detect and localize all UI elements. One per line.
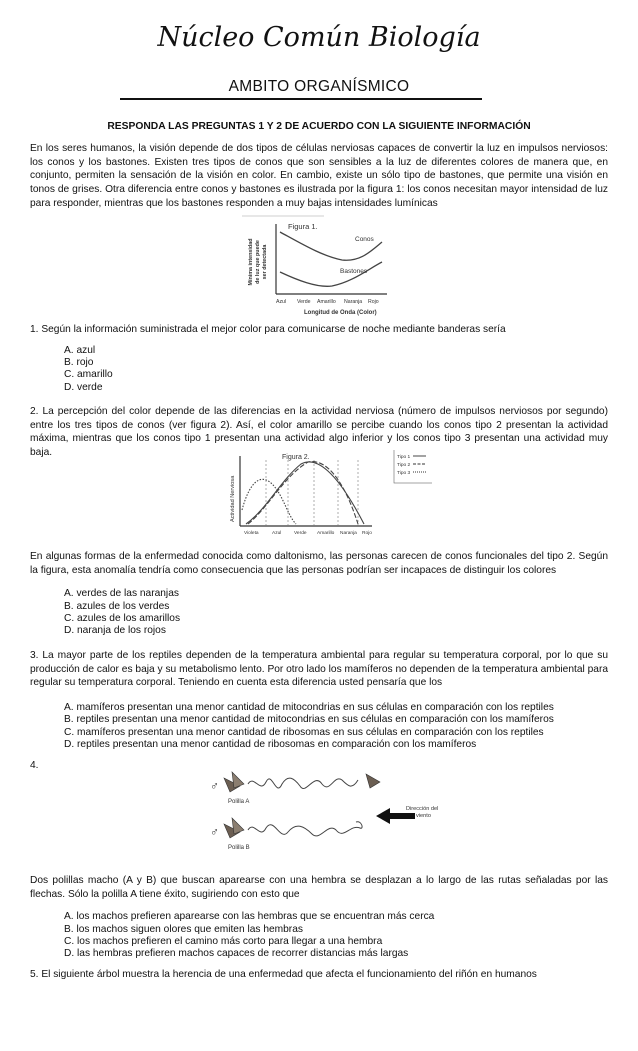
figure-2-legend-tipo-1: Tipo 1 bbox=[397, 455, 411, 460]
figure-1-series-conos: Conos bbox=[355, 236, 374, 243]
question-2-continuation-text: En algunas formas de la enfermedad conocida como daltonismo, las personas carecen de conos funcionales del tipo 2. Según la figura, esta anomalía tendría como consecuencia que las personas podrían ser incapaces de distinguir los colores bbox=[30, 551, 608, 576]
question-4-number: 4. bbox=[30, 760, 39, 771]
moth-a-label: Polilla A bbox=[228, 799, 250, 805]
figure-2-tick-verde: Verde bbox=[294, 531, 307, 536]
figure-1-ylabel-line-3: ser detectada bbox=[262, 244, 268, 280]
moth-b-male-symbol: ♂ bbox=[210, 825, 219, 839]
figure-2-title: Figura 2. bbox=[282, 454, 310, 461]
figure-1-xlabel: Longitud de Onda (Color) bbox=[304, 310, 377, 316]
question-4-option-a: A. los machos prefieren aparearse con las hembras que se encuentran más cerca bbox=[64, 911, 435, 923]
wind-label-line-2: viento bbox=[416, 813, 431, 819]
moth-a-icon bbox=[224, 772, 244, 792]
figure-2-chart bbox=[226, 450, 432, 536]
moth-b-icon bbox=[224, 818, 244, 838]
question-4-option-b: B. los machos siguen olores que emiten las hembras bbox=[64, 923, 303, 935]
figure-2-tick-naranja: Naranja bbox=[340, 531, 357, 536]
figure-2-legend-tipo-2: Tipo 2 bbox=[397, 463, 411, 468]
question-4-options bbox=[30, 911, 608, 960]
moth-b-label: Polilla B bbox=[228, 845, 250, 851]
figure-1-series-bastones: Bastones bbox=[340, 268, 368, 275]
figure-2-tick-violeta: Violeta bbox=[244, 531, 259, 536]
figure-1-tick-rojo: Rojo bbox=[368, 299, 379, 305]
figure-1-chart bbox=[242, 214, 392, 318]
intro-text: En los seres humanos, la visión depende de dos tipos de células nerviosas capaces de convertir la luz en impulsos nerviosos: los conos y los bastones. Existen tres tipos de conos que son sensibles a la luz de diferentes colores de manera que, en conjunto, permiten la sensación de la visión en color. En cambio, existe un sólo tipo de bastones, que permite una visión en tonos de grises. Otra diferencia entre conos y bastones es ilustrada por la figura 1: los conos necesitan mayor intensidad de luz para responder, mientras que los bastones responden a muy bajas intensidades lumínicas bbox=[30, 143, 608, 209]
wind-label-line-1: Dirección del bbox=[406, 806, 439, 812]
figure-2-legend bbox=[394, 450, 432, 483]
question-3 bbox=[30, 649, 608, 751]
question-1-option-a: A. azul bbox=[64, 344, 96, 356]
question-4-option-c: C. los machos prefieren el camino más corto para llegar a una hembra bbox=[64, 936, 383, 947]
question-4-stem: Dos polillas macho (A y B) que buscan aparearse con una hembra se desplazan a lo largo de las rutas señaladas por las flechas. Sólo la polilla A tiene éxito, sugiriendo con esto que bbox=[30, 875, 608, 900]
figure-1-title: Figura 1. bbox=[288, 222, 318, 231]
figure-1-tick-amarillo: Amarillo bbox=[317, 299, 336, 305]
question-3-option-c: C. mamíferos presentan una menor cantidad de ribosomas en sus células en comparación con los reptiles bbox=[64, 726, 544, 738]
question-2-continuation bbox=[30, 550, 608, 638]
question-3-option-a: A. mamíferos presentan una menor cantidad de mitocondrias en sus células en comparación con los reptiles bbox=[64, 702, 554, 714]
moth-b-path bbox=[248, 822, 362, 836]
question-2-option-c: C. azules de los amarillos bbox=[64, 613, 181, 624]
figure-1-ylabel-line-1: Mínima intensidad bbox=[248, 238, 254, 286]
question-5 bbox=[30, 968, 608, 982]
figure-1-ylabel-line-2: de luz que puede bbox=[255, 240, 261, 284]
figure-1-tick-verde: Verde bbox=[297, 299, 311, 305]
figure-2-tick-rojo: Rojo bbox=[362, 531, 372, 536]
figure-1-tick-naranja: Naranja bbox=[344, 299, 363, 305]
intro-paragraph bbox=[30, 142, 608, 211]
question-1-stem: 1. Según la información suministrada el mejor color para comunicarse de noche mediante banderas sería bbox=[30, 324, 506, 335]
figure-3-moths bbox=[210, 770, 460, 860]
question-2-option-d: D. naranja de los rojos bbox=[64, 625, 166, 637]
question-5-stem: 5. El siguiente árbol muestra la herencia de una enfermedad que afecta el funcionamiento del riñón en humanos bbox=[30, 969, 537, 980]
figure-2-tipo-1-line bbox=[246, 462, 364, 524]
moth-a-path bbox=[248, 778, 358, 788]
question-1-option-b: B. rojo bbox=[64, 357, 94, 368]
question-1 bbox=[30, 323, 608, 394]
question-2-options bbox=[30, 588, 608, 637]
page-title: Núcleo Común Biología bbox=[157, 22, 481, 53]
question-3-option-d: D. reptiles presentan una menor cantidad de ribosomas en comparación con los mamíferos bbox=[64, 739, 477, 750]
figure-2-tick-azul: Azul bbox=[272, 531, 282, 536]
figure-1-tick-azul: Azul bbox=[276, 299, 287, 305]
question-1-options bbox=[30, 345, 608, 394]
question-3-option-b: B. reptiles presentan una menor cantidad de mitocondrias en sus células en comparación con los mamíferos bbox=[64, 714, 554, 726]
question-1-option-d: D. verde bbox=[64, 381, 103, 393]
moth-a-male-symbol: ♂ bbox=[210, 779, 219, 793]
question-3-options bbox=[30, 702, 608, 751]
title-underline bbox=[120, 98, 482, 100]
question-2-stem: 2. La percepción del color depende de las diferencias en la actividad nerviosa (número de impulsos nerviosos por segundo) entre los tres tipos de conos (ver figura 2). Así, el color amarillo se percibe cuando los conos tipo 2 presentan la actividad máxima, mientras que los conos tipo 1 presentan una actividad algo inferior y los conos tipo 3 presentan una actividad muy baja. bbox=[30, 406, 608, 459]
question-2-option-b: B. azules de los verdes bbox=[64, 600, 170, 612]
female-moth-a-icon bbox=[366, 774, 380, 788]
question-3-stem: 3. La mayor parte de los reptiles dependen de la temperatura ambiental para regular su temperatura corporal, por lo que su producción de calor es baja y su metabolismo lento. Por otro lado los mamíferos no dependen de la temperatura ambiental para regular su temperatura corporal. Teniendo en cuenta esta diferencia usted pensaría que los bbox=[30, 650, 608, 689]
figure-2-tipo-2-line bbox=[248, 462, 358, 524]
question-4 bbox=[30, 874, 608, 961]
question-4-option-d: D. las hembras prefieren machos capaces de recorrer distancias más largas bbox=[64, 948, 409, 960]
figure-2-tick-amarillo: Amarillo bbox=[317, 531, 335, 536]
question-2-option-a: A. verdes de las naranjas bbox=[64, 588, 179, 600]
page-subtitle: AMBITO ORGANÍSMICO bbox=[228, 78, 410, 95]
figure-2-legend-tipo-3: Tipo 3 bbox=[397, 471, 411, 476]
figure-2-ylabel: Actividad Nerviosa bbox=[230, 475, 236, 522]
question-1-option-c: C. amarillo bbox=[64, 369, 113, 381]
section-heading: RESPONDA LAS PREGUNTAS 1 Y 2 DE ACUERDO CON LA SIGUIENTE INFORMACIÓN bbox=[107, 121, 531, 132]
